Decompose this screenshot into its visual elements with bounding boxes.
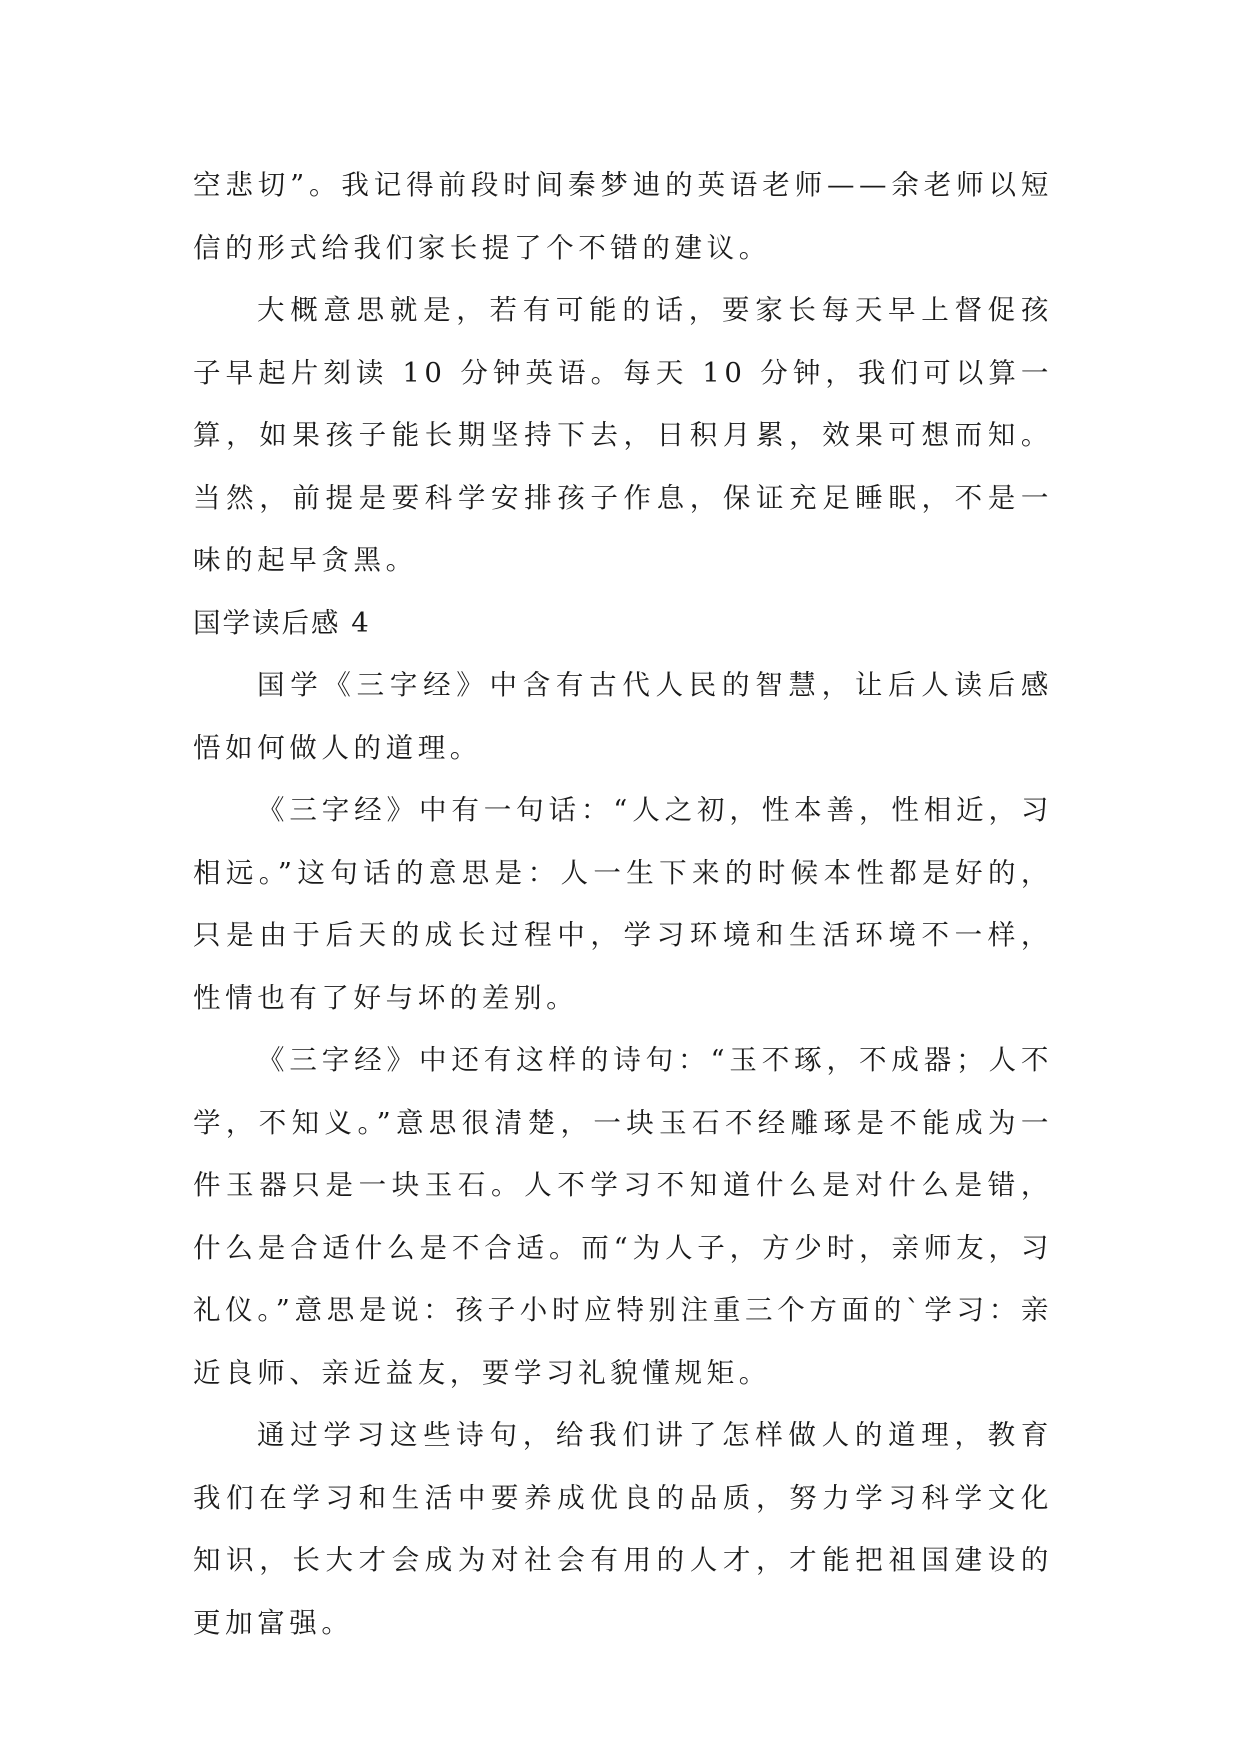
paragraph: 通过学习这些诗句，给我们讲了怎样做人的道理，教育我们在学习和生活中要养成优良的品质，努力学习科学文化知识，长大才会成为对社会有用的人才，才能把祖国建设的更加富强。 <box>193 1419 1053 1639</box>
paragraph: 国学《三字经》中含有古代人民的智慧，让后人读后感悟如何做人的道理。 <box>193 669 1053 764</box>
paragraph: 《三字经》中还有这样的诗句：“玉不琢，不成器；人不学，不知义。”意思很清楚，一块玉石不经雕琢是不能成为一件玉器只是一块玉石。人不学习不知道什么是对什么是错，什么是合适什么是不合适。而“为人子，方少时，亲师友，习礼仪。”意思是说：孩子小时应特别注重三个方面的`学习：亲近良师、亲近益友，要学习礼貌懂规矩。 <box>193 1044 1053 1389</box>
section-heading: 国学读后感 4 <box>193 606 371 639</box>
paragraph: 大概意思就是，若有可能的话，要家长每天早上督促孩子早起片刻读 10 分钟英语。每天 10 分钟，我们可以算一算，如果孩子能长期坚持下去，日积月累，效果可想而知。当然，前提是要科学安排孩子作息，保证充足睡眠，不是一味的起早贪黑。 <box>193 294 1053 576</box>
paragraph: 空悲切”。我记得前段时间秦梦迪的英语老师——余老师以短信的形式给我们家长提了个不错的建议。 <box>193 169 1053 264</box>
document-body <box>193 154 1053 1654</box>
paragraph: 《三字经》中有一句话：“人之初，性本善，性相近，习相远。”这句话的意思是：人一生下来的时候本性都是好的，只是由于后天的成长过程中，学习环境和生活环境不一样，性情也有了好与坏的差别。 <box>193 794 1053 1014</box>
